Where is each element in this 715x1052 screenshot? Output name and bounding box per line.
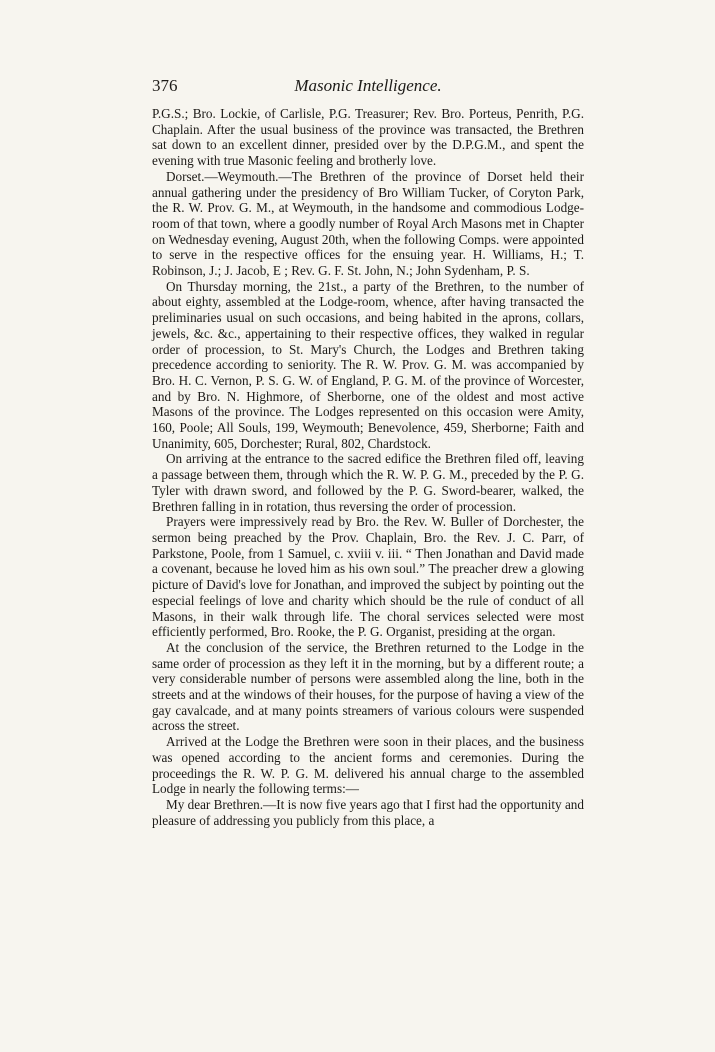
paragraph-return-to-lodge: At the conclusion of the service, the Brethren returned to the Lodge in the same order of procession as they left it in the morning, but by a different route; a very considerable number of persons were assembled along the line, both in the streets and at the windows of their houses, for the purpose of having a view of the gay cavalcade, and at many points streamers of various colours were suspended across the street. bbox=[152, 639, 584, 734]
running-head: Masonic Intelligence. bbox=[294, 76, 442, 95]
article-body bbox=[152, 106, 584, 828]
paragraph-thursday-procession: On Thursday morning, the 21st., a party of the Brethren, to the number of about eighty, assembled at the Lodge-room, whence, after having transacted the preliminaries usual on such occasions, and being habited in the aprons, collars, jewels, &c. &c., appertaining to their respective offices, they walked in regular order of procession, to St. Mary's Church, the Lodges and Brethren taking precedence according to seniority. The R. W. Prov. G. M. was accompanied by Bro. H. C. Vernon, P. S. G. W. of England, P. G. M. of the province of Worcester, and by Bro. N. Highmore, of Sherborne, one of the oldest and most active Masons of the province. The Lodges represented on this occasion were Amity, 160, Poole; All Souls, 199, Weymouth; Benevolence, 459, Sherborne; Faith and Unanimity, 605, Dorchester; Rural, 802, Chardstock. bbox=[152, 278, 584, 451]
paragraph-lodge-business: Arrived at the Lodge the Brethren were soon in their places, and the business was opened according to the ancient forms and ceremonies. During the proceedings the R. W. P. G. M. delivered his annual charge to the assembled Lodge in nearly the following terms:— bbox=[152, 734, 584, 797]
page-header bbox=[152, 76, 584, 98]
paragraph-cumberland-close: P.G.S.; Bro. Lockie, of Carlisle, P.G. Treasurer; Rev. Bro. Porteus, Penrith, P.G. Chaplain. After the usual business of the province was transacted, the Brethren sat down to an excellent dinner, presided over by the D.P.G.M., and spent the evening with true Masonic feeling and brotherly love. bbox=[152, 106, 584, 169]
paragraph-dorset-weymouth: Dorset.—Weymouth.—The Brethren of the province of Dorset held their annual gathering under the presidency of Bro William Tucker, of Coryton Park, the R. W. Prov. G. M., at Weymouth, in the handsome and commodious Lodge-room of that town, where a goodly number of Royal Arch Masons met in Chapter on Wednesday evening, August 20th, when the following Comps. were appointed to serve in the respective offices for the ensuing year. H. Williams, H.; T. Robinson, J.; J. Jacob, E ; Rev. G. F. St. John, N.; John Sydenham, P. S. bbox=[152, 168, 584, 279]
paragraph-church-entrance: On arriving at the entrance to the sacred edifice the Brethren filed off, leaving a passage between them, through which the R. W. P. G. M., preceded by the P. G. Tyler with drawn sword, and followed by the P. G. Sword-bearer, walked, the Brethren falling in in rotation, thus reversing the order of procession. bbox=[152, 451, 584, 514]
paragraph-address-opening: My dear Brethren.—It is now five years ago that I first had the opportunity and pleasure of addressing you publicly from this place, a bbox=[152, 796, 584, 828]
paragraph-prayers-sermon: Prayers were impressively read by Bro. the Rev. W. Buller of Dorchester, the sermon being preached by the Prov. Chaplain, Bro. the Rev. J. C. Parr, of Parkstone, Poole, from 1 Samuel, c. xviii v. iii. “ Then Jonathan and David made a covenant, because he loved him as his own soul.” The preacher drew a glowing picture of David's love for Jonathan, and improved the subject by pointing out the especial feelings of love and charity which should be the rule of conduct of all Masons, in their walk through life. The choral services selected were most efficiently performed, Bro. Rooke, the P. G. Organist, presiding at the organ. bbox=[152, 514, 584, 640]
page-number: 376 bbox=[152, 76, 178, 95]
